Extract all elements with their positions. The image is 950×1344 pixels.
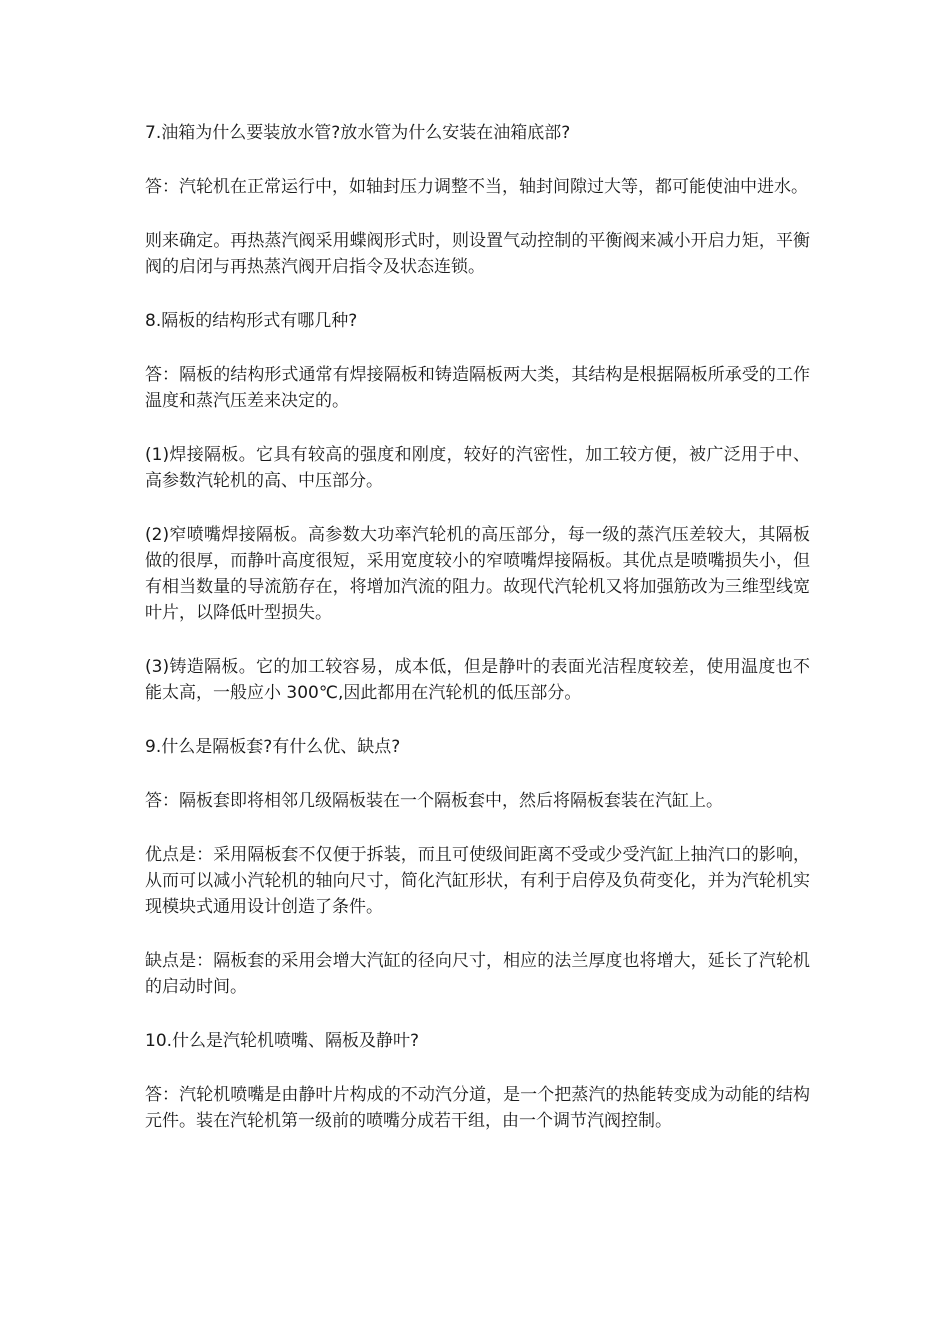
disadvantages-paragraph: 缺点是：隔板套的采用会增大汽缸的径向尺寸，相应的法兰厚度也将增大，延长了汽轮机的启动时间。 xyxy=(145,951,810,997)
question-8: 8.隔板的结构形式有哪几种? xyxy=(145,311,358,331)
document-page xyxy=(145,120,810,1162)
question-10: 10.什么是汽轮机喷嘴、隔板及静叶? xyxy=(145,1031,420,1051)
paragraph-reheat-valve: 则来确定。再热蒸汽阀采用蝶阀形式时，则设置气动控制的平衡阀来减小开启力矩，平衡阀的启闭与再热蒸汽阀开启指令及状态连锁。 xyxy=(145,231,810,277)
answer-8: 答：隔板的结构形式通常有焊接隔板和铸造隔板两大类，其结构是根据隔板所承受的工作温度和蒸汽压差来决定的。 xyxy=(145,365,810,411)
answer-10: 答：汽轮机喷嘴是由静叶片构成的不动汽分道，是一个把蒸汽的热能转变成为动能的结构元件。装在汽轮机第一级前的喷嘴分成若干组，由一个调节汽阀控制。 xyxy=(145,1085,810,1131)
item-narrow-nozzle-diaphragm: (2)窄喷嘴焊接隔板。高参数大功率汽轮机的高压部分，每一级的蒸汽压差较大，其隔板做的很厚，而静叶高度很短，采用宽度较小的窄喷嘴焊接隔板。其优点是喷嘴损失小，但有相当数量的导流筋存在，将增加汽流的阻力。故现代汽轮机又将加强筋改为三维型线宽叶片，以降低叶型损失。 xyxy=(145,525,810,623)
question-7: 7.油箱为什么要装放水管?放水管为什么安装在油箱底部? xyxy=(145,123,571,143)
item-cast-diaphragm: (3)铸造隔板。它的加工较容易，成本低，但是静叶的表面光洁程度较差，使用温度也不能太高，一般应小 300℃,因此都用在汽轮机的低压部分。 xyxy=(145,657,810,703)
question-9: 9.什么是隔板套?有什么优、缺点? xyxy=(145,737,401,757)
advantages-paragraph: 优点是：采用隔板套不仅便于拆装，而且可使级间距离不受或少受汽缸上抽汽口的影响，从而可以减小汽轮机的轴向尺寸，简化汽缸形状，有利于启停及负荷变化，并为汽轮机实现模块式通用设计创造了条件。 xyxy=(145,845,810,917)
answer-9: 答：隔板套即将相邻几级隔板装在一个隔板套中，然后将隔板套装在汽缸上。 xyxy=(145,791,723,811)
answer-7: 答：汽轮机在正常运行中，如轴封压力调整不当，轴封间隙过大等，都可能使油中进水。 xyxy=(145,177,808,197)
item-welded-diaphragm: (1)焊接隔板。它具有较高的强度和刚度，较好的汽密性，加工较方便，被广泛用于中、高参数汽轮机的高、中压部分。 xyxy=(145,445,810,491)
